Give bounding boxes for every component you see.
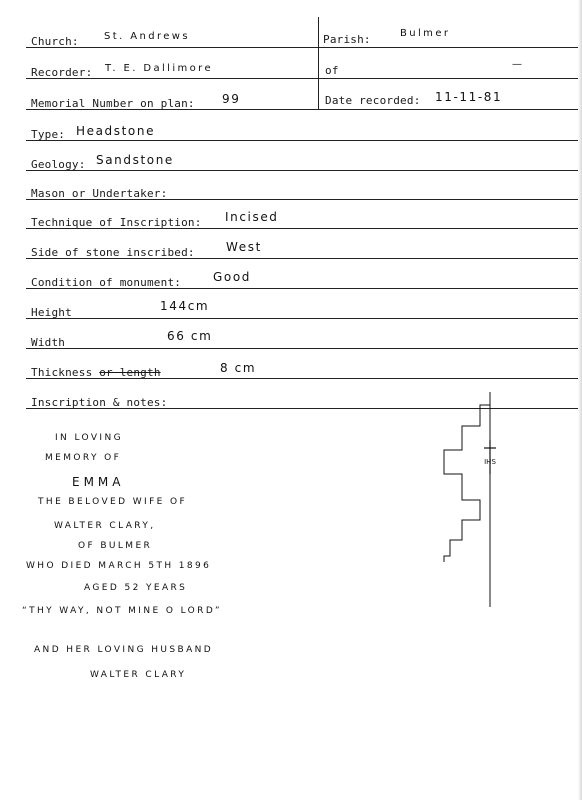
monogram-ihs: IHS: [484, 458, 496, 466]
inscription-line: THE BELOVED WIFE OF: [38, 497, 188, 507]
side-label: Side of stone inscribed:: [31, 246, 195, 259]
inscription-label: Inscription & notes:: [31, 396, 168, 409]
column-divider: [318, 17, 319, 109]
technique-label: Technique of Inscription:: [31, 216, 202, 229]
date-recorded-label: Date recorded:: [325, 94, 421, 107]
inscription-line: “THY WAY, NOT MINE O LORD”: [22, 606, 222, 616]
of-value: —: [512, 59, 525, 70]
inscription-line: WHO DIED MARCH 5TH 1896: [26, 561, 212, 571]
side-value: West: [226, 240, 262, 254]
inscription-line: AGED 52 YEARS: [84, 583, 188, 593]
parish-value: Bulmer: [400, 28, 451, 39]
geology-value: Sandstone: [96, 153, 174, 167]
row-divider: [26, 348, 580, 349]
church-value: St. Andrews: [104, 31, 190, 42]
headstone-sketch: [430, 392, 510, 607]
height-value: 144cm: [160, 299, 210, 313]
width-value: 66 cm: [167, 329, 213, 343]
inscription-line: WALTER CLARY: [90, 670, 187, 680]
row-divider: [26, 78, 580, 79]
thickness-label: [31, 366, 161, 379]
condition-value: Good: [213, 270, 251, 284]
thickness-value: 8 cm: [220, 361, 257, 375]
type-label: Type:: [31, 128, 66, 141]
sketch-outline: [444, 405, 490, 562]
height-label: Height: [31, 306, 72, 319]
inscription-line: IN LOVING: [55, 433, 123, 443]
type-value: Headstone: [76, 124, 156, 138]
inscription-line: MEMORY OF: [45, 453, 122, 463]
mason-label: Mason or Undertaker:: [31, 187, 168, 200]
thickness-struck-text: or length: [99, 366, 161, 379]
of-label: of: [325, 64, 339, 77]
thickness-label-text: Thickness: [31, 366, 93, 379]
page-edge-shadow: [578, 0, 582, 800]
inscription-line: EMMA: [72, 475, 125, 489]
date-recorded-value: 11-11-81: [435, 90, 503, 104]
condition-label: Condition of monument:: [31, 276, 182, 289]
inscription-line: AND HER LOVING HUSBAND: [34, 645, 214, 655]
parish-label: Parish:: [323, 33, 371, 46]
inscription-line: WALTER CLARY,: [54, 521, 156, 531]
row-divider: [26, 318, 580, 319]
church-label: Church:: [31, 35, 79, 48]
memorial-number-value: 99: [222, 92, 241, 106]
technique-value: Incised: [225, 210, 279, 224]
recorder-value: T. E. Dallimore: [105, 63, 214, 74]
geology-label: Geology:: [31, 158, 86, 171]
row-divider: [26, 47, 580, 48]
row-divider: [26, 170, 580, 171]
inscription-line: OF BULMER: [78, 541, 153, 551]
width-label: Width: [31, 336, 66, 349]
recorder-label: Recorder:: [31, 66, 93, 79]
row-divider: [26, 140, 580, 141]
memorial-number-label: Memorial Number on plan:: [31, 97, 195, 110]
